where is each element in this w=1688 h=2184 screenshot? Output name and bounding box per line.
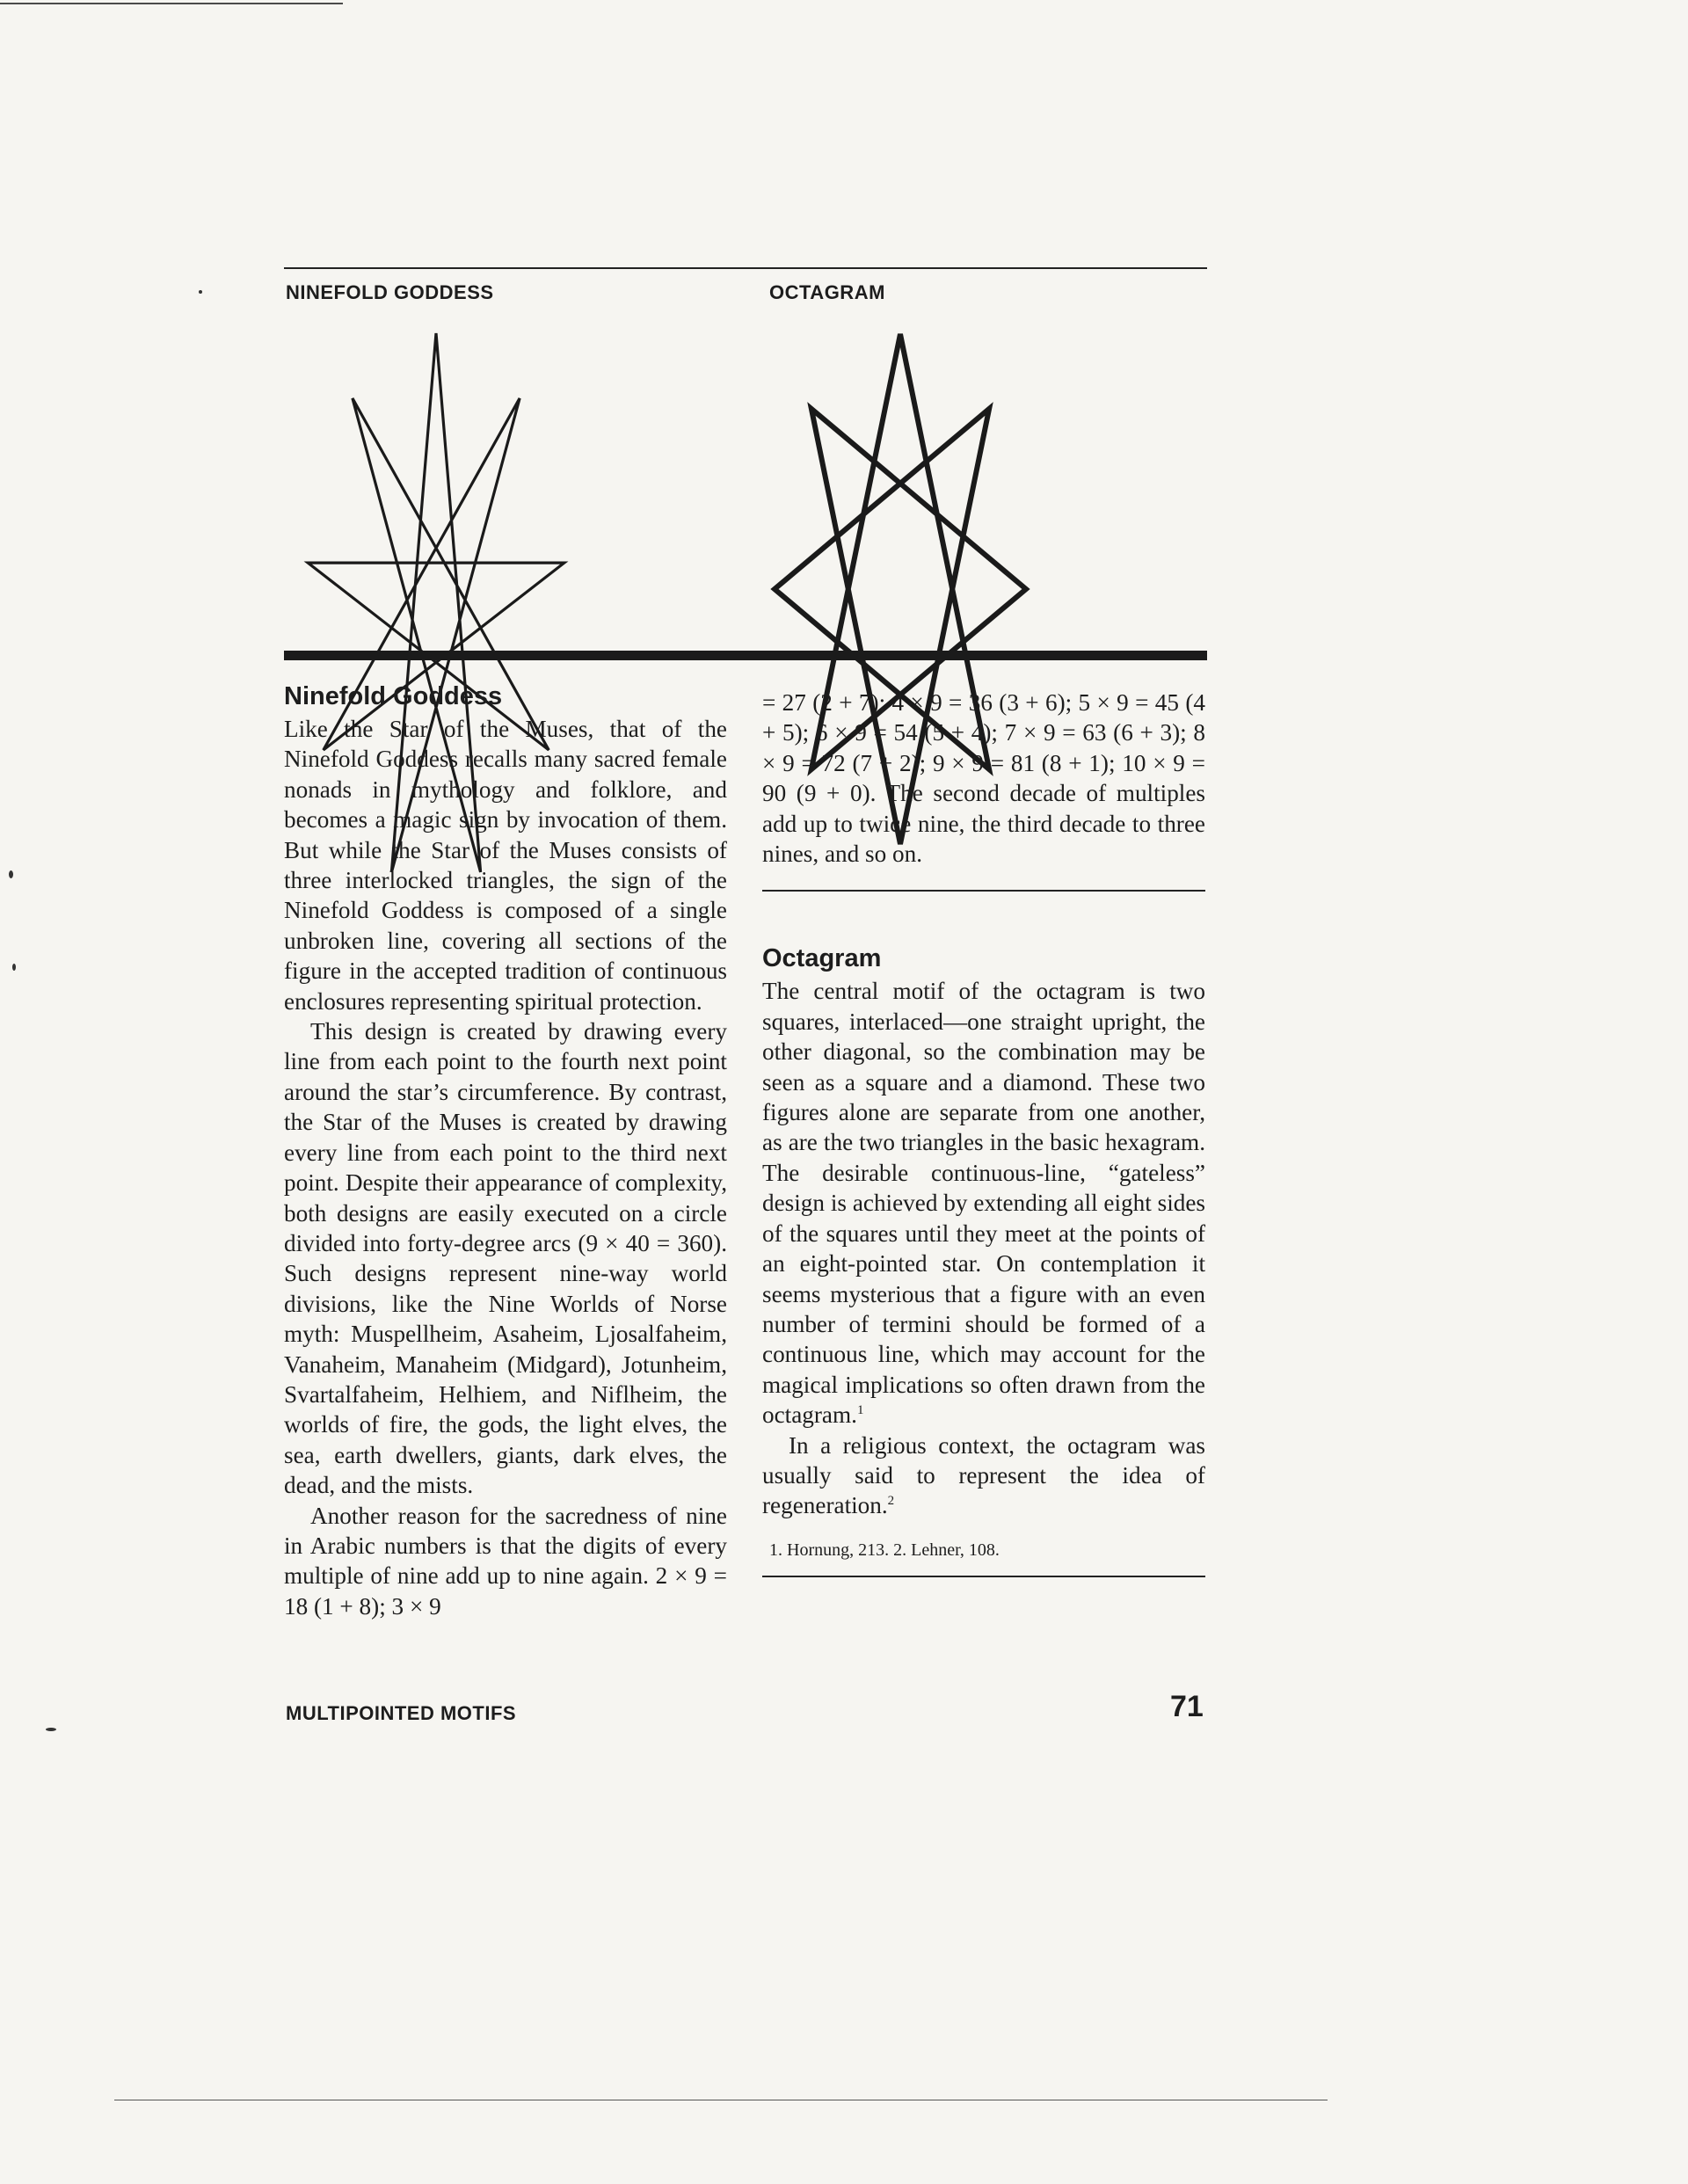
- section-rule: [284, 651, 1207, 660]
- continued-paragraph: = 27 (2 + 7); 4 × 9 = 36 (3 + 6); 5 × 9 = 45 (4 + 5); 6 × 9 = 54 (5 + 4); 7 × 9 = 63 (6 + 3); 8 × 9 = 72 (7 + 2); 9 × 9 = 81 (8 + 1); 10 × 9 = 90 (9 + 0). The second decade of multiples add up to twice nine, the third decade to three nines, and so on.: [762, 689, 1205, 868]
- paragraph: This design is created by drawing every line from each point to the fourth next point around the star’s circumference. By contrast, the Star of the Muses is created by drawing every line from each point to the third next point. Despite their appearance of complexity, both designs are easily executed on a circle divided into forty-degree arcs (9 × 40 = 360). Such designs represent nine-way world divisions, like the Nine Worlds of Norse myth: Muspellheim, Asaheim, Ljosalfaheim, Vanaheim, Manaheim (Midgard), Jotunheim, Svartalfaheim, Helhiem, and Niflheim, the worlds of fire, the gods, the light elves, the sea, earth dwellers, giants, dark elves, the dead, and the mists.: [284, 1018, 727, 1499]
- scan-speck: [199, 290, 202, 294]
- top-rule: [284, 267, 1207, 269]
- scan-edge-line: [0, 3, 343, 4]
- scan-speck: [46, 1728, 56, 1731]
- paragraph: Another reason for the sacredness of nine in Arabic numbers is that the digits of every multiple of nine add up to nine again. 2 × 9 = 18 (1 + 8); 3 × 9: [284, 1502, 727, 1620]
- running-footer: MULTIPOINTED MOTIFS: [286, 1702, 517, 1724]
- figure-caption-ninefold: NINEFOLD GODDESS: [286, 281, 494, 303]
- paragraph: [762, 1431, 1205, 1521]
- paragraph-text: The central motif of the octagram is two squares, interlaced—one straight upright, the other diagonal, so the combination may be seen as a square and a diamond. These two figures alone are separate from one another, as are the two triangles in the basic hexagram. The desirable continuous-line, “gateless” design is achieved by extending all eight sides of the squares until they meet at the points of an eight-pointed star. On contemplation it seems mysterious that a figure with an even number of termini should be formed of a continuous line, which may account for the magical implications so often drawn from the octagram.: [762, 978, 1205, 1429]
- footnote-rule: [762, 1576, 1205, 1577]
- scan-speck: [12, 964, 16, 971]
- book-page: [284, 260, 1207, 1941]
- left-column: [284, 679, 727, 1621]
- section-heading-ninefold: Ninefold Goddess: [284, 682, 503, 710]
- section-divider: [762, 890, 1205, 892]
- paragraph: Like the Star of the Muses, that of the Ninefold Goddess recalls many sacred female nonads in mythology and folklore, and becomes a magic sign by invocation of them. But while the Star of the Muses consists of three interlocked triangles, the sign of the Ninefold Goddess is composed of a single unbroken line, covering all sections of the figure in the accepted tradition of continuous enclosures representing spiritual protection.: [284, 716, 727, 1015]
- footnote-mark: 1: [856, 1403, 864, 1418]
- figure-caption-octagram: OCTAGRAM: [769, 281, 885, 303]
- paragraph-text: In a religious context, the octagram was usually said to represent the idea of regeneration.: [762, 1431, 1205, 1519]
- paragraph: [762, 976, 1205, 1430]
- footnotes: 1. Hornung, 213. 2. Lehner, 108.: [769, 1540, 1000, 1560]
- footnote-mark: 2: [887, 1494, 895, 1509]
- scan-speck: [9, 870, 13, 878]
- page-number: 71: [1170, 1690, 1204, 1723]
- right-column: [762, 688, 1205, 1577]
- section-heading-octagram: Octagram: [762, 944, 882, 973]
